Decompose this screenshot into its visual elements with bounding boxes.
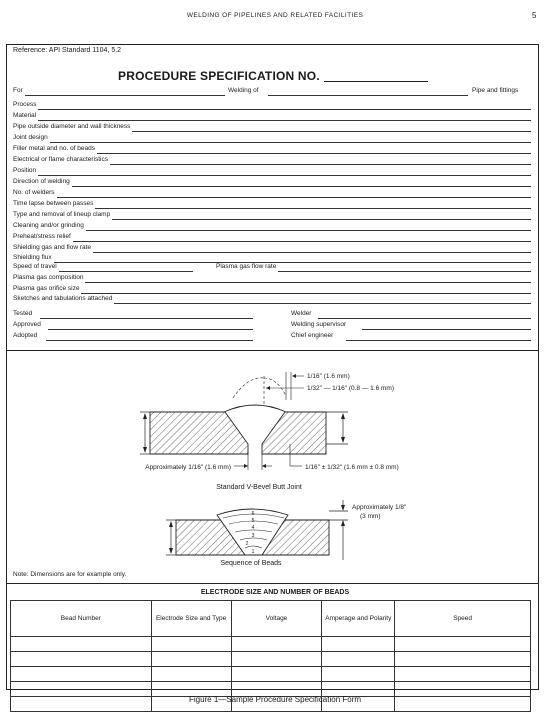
table-cell[interactable] [231, 637, 322, 652]
field-label: Pipe outside diameter and wall thickness [13, 123, 131, 130]
section-divider [6, 350, 539, 351]
table-row [11, 667, 531, 682]
welding-of-field[interactable] [268, 95, 468, 96]
page-number: 5 [532, 11, 537, 20]
beads-caption: Sequence of Beads [220, 560, 282, 567]
approx-mm-label: (3 mm) [360, 513, 381, 520]
field-input-line[interactable] [110, 164, 531, 165]
field-input-line[interactable] [132, 131, 531, 132]
field-label: Preheat/stress relief [13, 233, 71, 240]
weld-joint-diagram [0, 355, 550, 570]
field-input-line[interactable] [57, 197, 531, 198]
field-input-line[interactable] [72, 186, 531, 187]
table-cell[interactable] [11, 667, 152, 682]
bead-sequence [166, 500, 348, 560]
bead-number-4: 4 [251, 525, 255, 531]
dim-root-opening-text: 1/16" (1.6 mm) [307, 373, 350, 380]
field-input-line[interactable] [85, 282, 531, 283]
table-row [11, 637, 531, 652]
bead-number-5: 5 [251, 518, 255, 524]
col-bead-number: Bead Number [11, 601, 152, 637]
field-input-line[interactable] [50, 142, 531, 143]
col-speed: Speed [395, 601, 531, 637]
field-label: Electrical or flame characteristics [13, 156, 108, 163]
welding-supervisor-field[interactable] [362, 329, 531, 330]
field-input-line[interactable] [112, 219, 531, 220]
procedure-number-field[interactable] [324, 81, 428, 82]
approved-label: Approved [13, 321, 41, 328]
field-label: Material [13, 112, 37, 119]
field-input-line[interactable] [38, 120, 531, 121]
field-label: No. of welders [13, 189, 55, 196]
bead-number-3: 3 [251, 533, 255, 539]
field-input-line[interactable] [59, 271, 193, 272]
field-label: Direction of welding [13, 178, 70, 185]
joint-caption: Standard V-Bevel Butt Joint [216, 484, 302, 491]
bead-number-1: 1 [251, 549, 255, 555]
table-cell[interactable] [322, 652, 395, 667]
field-label: Shielding gas and flow rate [13, 244, 92, 251]
figure-caption: Figure 1—Sample Procedure Specification Form [188, 695, 362, 704]
chief-engineer-field[interactable] [346, 340, 531, 341]
field-label: Process [13, 101, 37, 108]
table-cell[interactable] [231, 667, 322, 682]
welding-supervisor-label: Welding supervisor [291, 321, 347, 328]
field-label: Time lapse between passes [13, 200, 94, 207]
dim-land-range-text: 1/32" — 1/16" (0.8 — 1.6 mm) [307, 385, 394, 392]
field-label: Position [13, 167, 37, 174]
running-header: WELDING OF PIPELINES AND RELATED FACILITIES [186, 12, 364, 19]
table-cell[interactable] [151, 637, 231, 652]
field-label: Type and removal of lineup clamp [13, 211, 111, 218]
welding-of-label: Welding of [228, 87, 259, 94]
table-cell[interactable] [151, 652, 231, 667]
field-label: Speed of travel [13, 263, 57, 270]
table-cell[interactable] [151, 667, 231, 682]
table-cell[interactable] [11, 637, 152, 652]
welder-label: Welder [291, 310, 312, 317]
chief-engineer-label: Chief engineer [291, 332, 334, 339]
pipe-fittings-label: Pipe and fittings [472, 87, 519, 94]
field-label: Cleaning and/or grinding [13, 222, 84, 229]
dim-root-gap-text: Approximately 1/16" (1.6 mm) [145, 464, 231, 471]
col-voltage: Voltage [231, 601, 322, 637]
approx-label: Approximately 1/8" [352, 504, 407, 511]
table-cell[interactable] [322, 637, 395, 652]
field-input-line[interactable] [73, 241, 531, 242]
col-electrode-size: Electrode Size and Type [151, 601, 231, 637]
table-cell[interactable] [11, 652, 152, 667]
for-label: For [13, 87, 23, 94]
field-label: Plasma gas orifice size [13, 285, 80, 292]
table-cell[interactable] [322, 667, 395, 682]
electrode-table-title: ELECTRODE SIZE AND NUMBER OF BEADS [200, 589, 350, 596]
adopted-field[interactable] [46, 340, 253, 341]
field-input-line[interactable] [38, 109, 531, 110]
table-cell[interactable] [395, 652, 531, 667]
adopted-label: Adopted [13, 332, 38, 339]
field-input-line[interactable] [54, 262, 531, 263]
welder-field[interactable] [318, 318, 531, 319]
col-amperage: Amperage and Polarity [322, 601, 395, 637]
approved-field[interactable] [48, 329, 253, 330]
dimensions-note: Note: Dimensions are for example only. [13, 571, 127, 578]
field-label: Plasma gas composition [13, 274, 84, 281]
field-input-line[interactable] [95, 208, 531, 209]
reference-label: Reference: API Standard 1104, 5.2 [13, 47, 122, 54]
procedure-title: PROCEDURE SPECIFICATION NO. [118, 69, 320, 83]
table-cell[interactable] [395, 667, 531, 682]
plasma-flow-field[interactable] [278, 271, 531, 272]
field-label: Shielding flux [13, 254, 52, 261]
field-label: Sketches and tabulations attached [13, 295, 113, 302]
tested-field[interactable] [40, 318, 253, 319]
field-input-line[interactable] [38, 175, 531, 176]
field-label: Joint design [13, 134, 48, 141]
bead-number-2: 2 [245, 541, 249, 547]
for-field[interactable] [25, 95, 225, 96]
field-input-line[interactable] [114, 303, 531, 304]
bead-number-6: 6 [251, 511, 255, 517]
field-input-line[interactable] [93, 252, 531, 253]
field-input-line[interactable] [81, 293, 531, 294]
table-cell[interactable] [395, 637, 531, 652]
field-label: Filler metal and no. of beads [13, 145, 96, 152]
dim-root-face-text: 1/16" ± 1/32" (1.6 mm ± 0.8 mm) [305, 464, 399, 471]
plasma-flow-label: Plasma gas flow rate [216, 263, 277, 270]
tested-label: Tested [13, 310, 33, 317]
table-row [11, 652, 531, 667]
section-divider [6, 583, 539, 584]
table-cell[interactable] [231, 652, 322, 667]
field-input-line[interactable] [86, 230, 531, 231]
field-input-line[interactable] [97, 153, 531, 154]
